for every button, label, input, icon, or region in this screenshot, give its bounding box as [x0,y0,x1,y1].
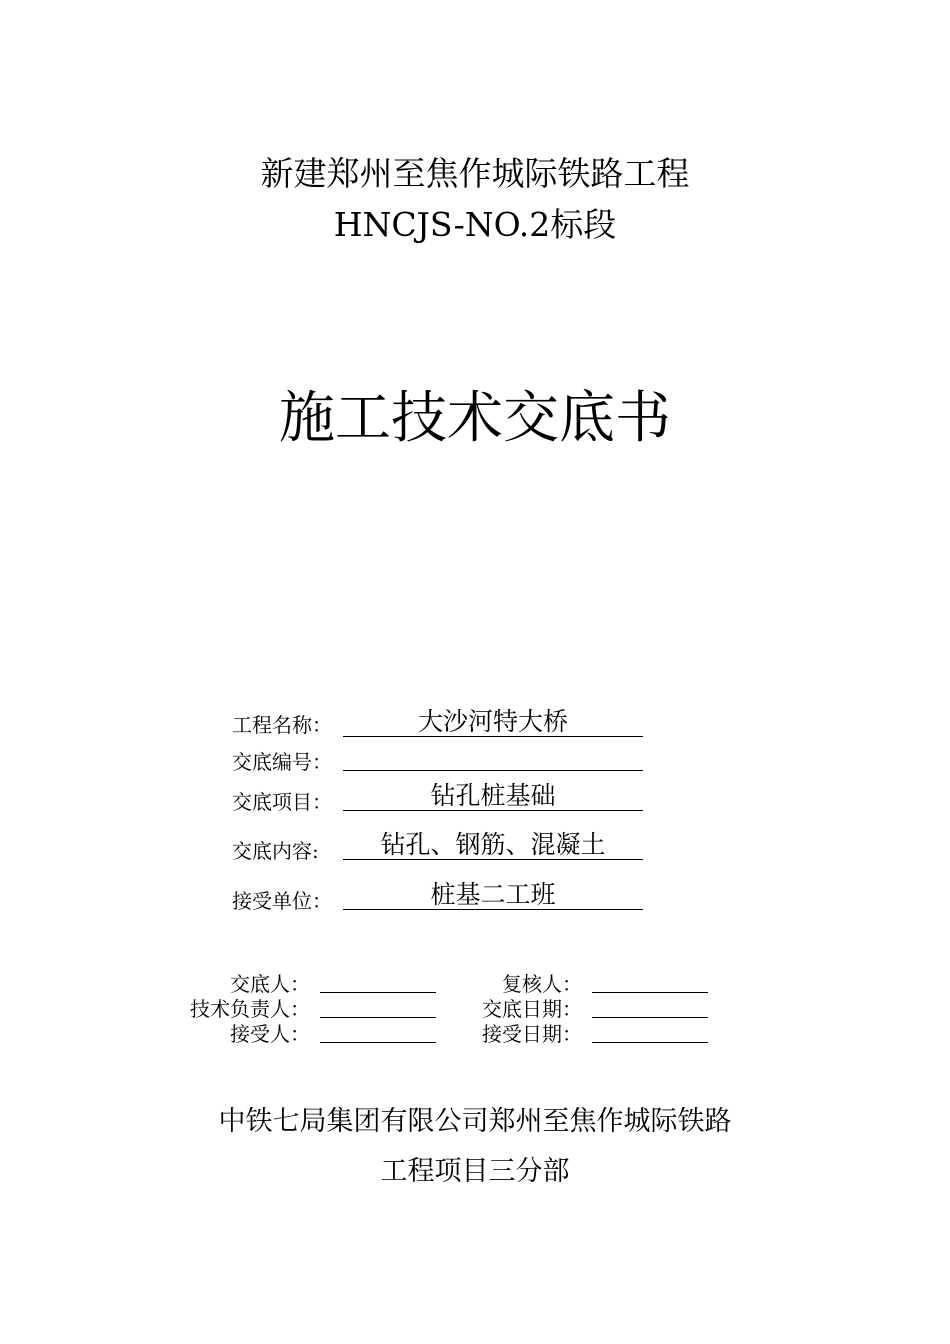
field-value-project-name: 大沙河特大桥 [343,707,643,737]
signature-label-technical-lead: 技术负责人： [190,997,310,1021]
signature-line-technical-lead [320,996,436,1018]
field-label-disclosure-number: 交底编号： [232,750,332,774]
signature-label-receiver: 接受人： [230,1022,310,1046]
section-heading: HNCJS-NO.2标段 [333,205,617,244]
signature-line-discloser [320,971,436,993]
signature-label-disclosure-date: 交底日期： [482,997,582,1021]
signature-label-receiving-date: 接受日期： [482,1022,582,1046]
signature-line-reviewer [592,971,708,993]
field-value-receiving-unit: 桩基二工班 [343,880,643,910]
field-label-project-name: 工程名称： [232,713,332,737]
field-value-disclosure-content: 钻孔、钢筋、混凝土 [343,830,643,860]
field-value-disclosure-item: 钻孔桩基础 [343,781,643,811]
document-title: 施工技术交底书 [279,386,671,451]
signature-line-receiving-date [592,1021,708,1043]
project-name-heading: 新建郑州至焦作城际铁路工程 [260,154,690,193]
signature-label-discloser: 交底人： [230,972,310,996]
company-name-line1: 中铁七局集团有限公司郑州至焦作城际铁路 [218,1106,732,1137]
field-label-receiving-unit: 接受单位： [232,889,332,913]
company-name-line2: 工程项目三分部 [380,1156,570,1187]
field-label-disclosure-item: 交底项目： [232,790,332,814]
signature-label-reviewer: 复核人： [502,972,582,996]
signature-line-disclosure-date [592,996,708,1018]
signature-line-receiver [320,1021,436,1043]
field-label-disclosure-content: 交底内容: [232,839,319,863]
field-value-disclosure-number [343,741,643,771]
